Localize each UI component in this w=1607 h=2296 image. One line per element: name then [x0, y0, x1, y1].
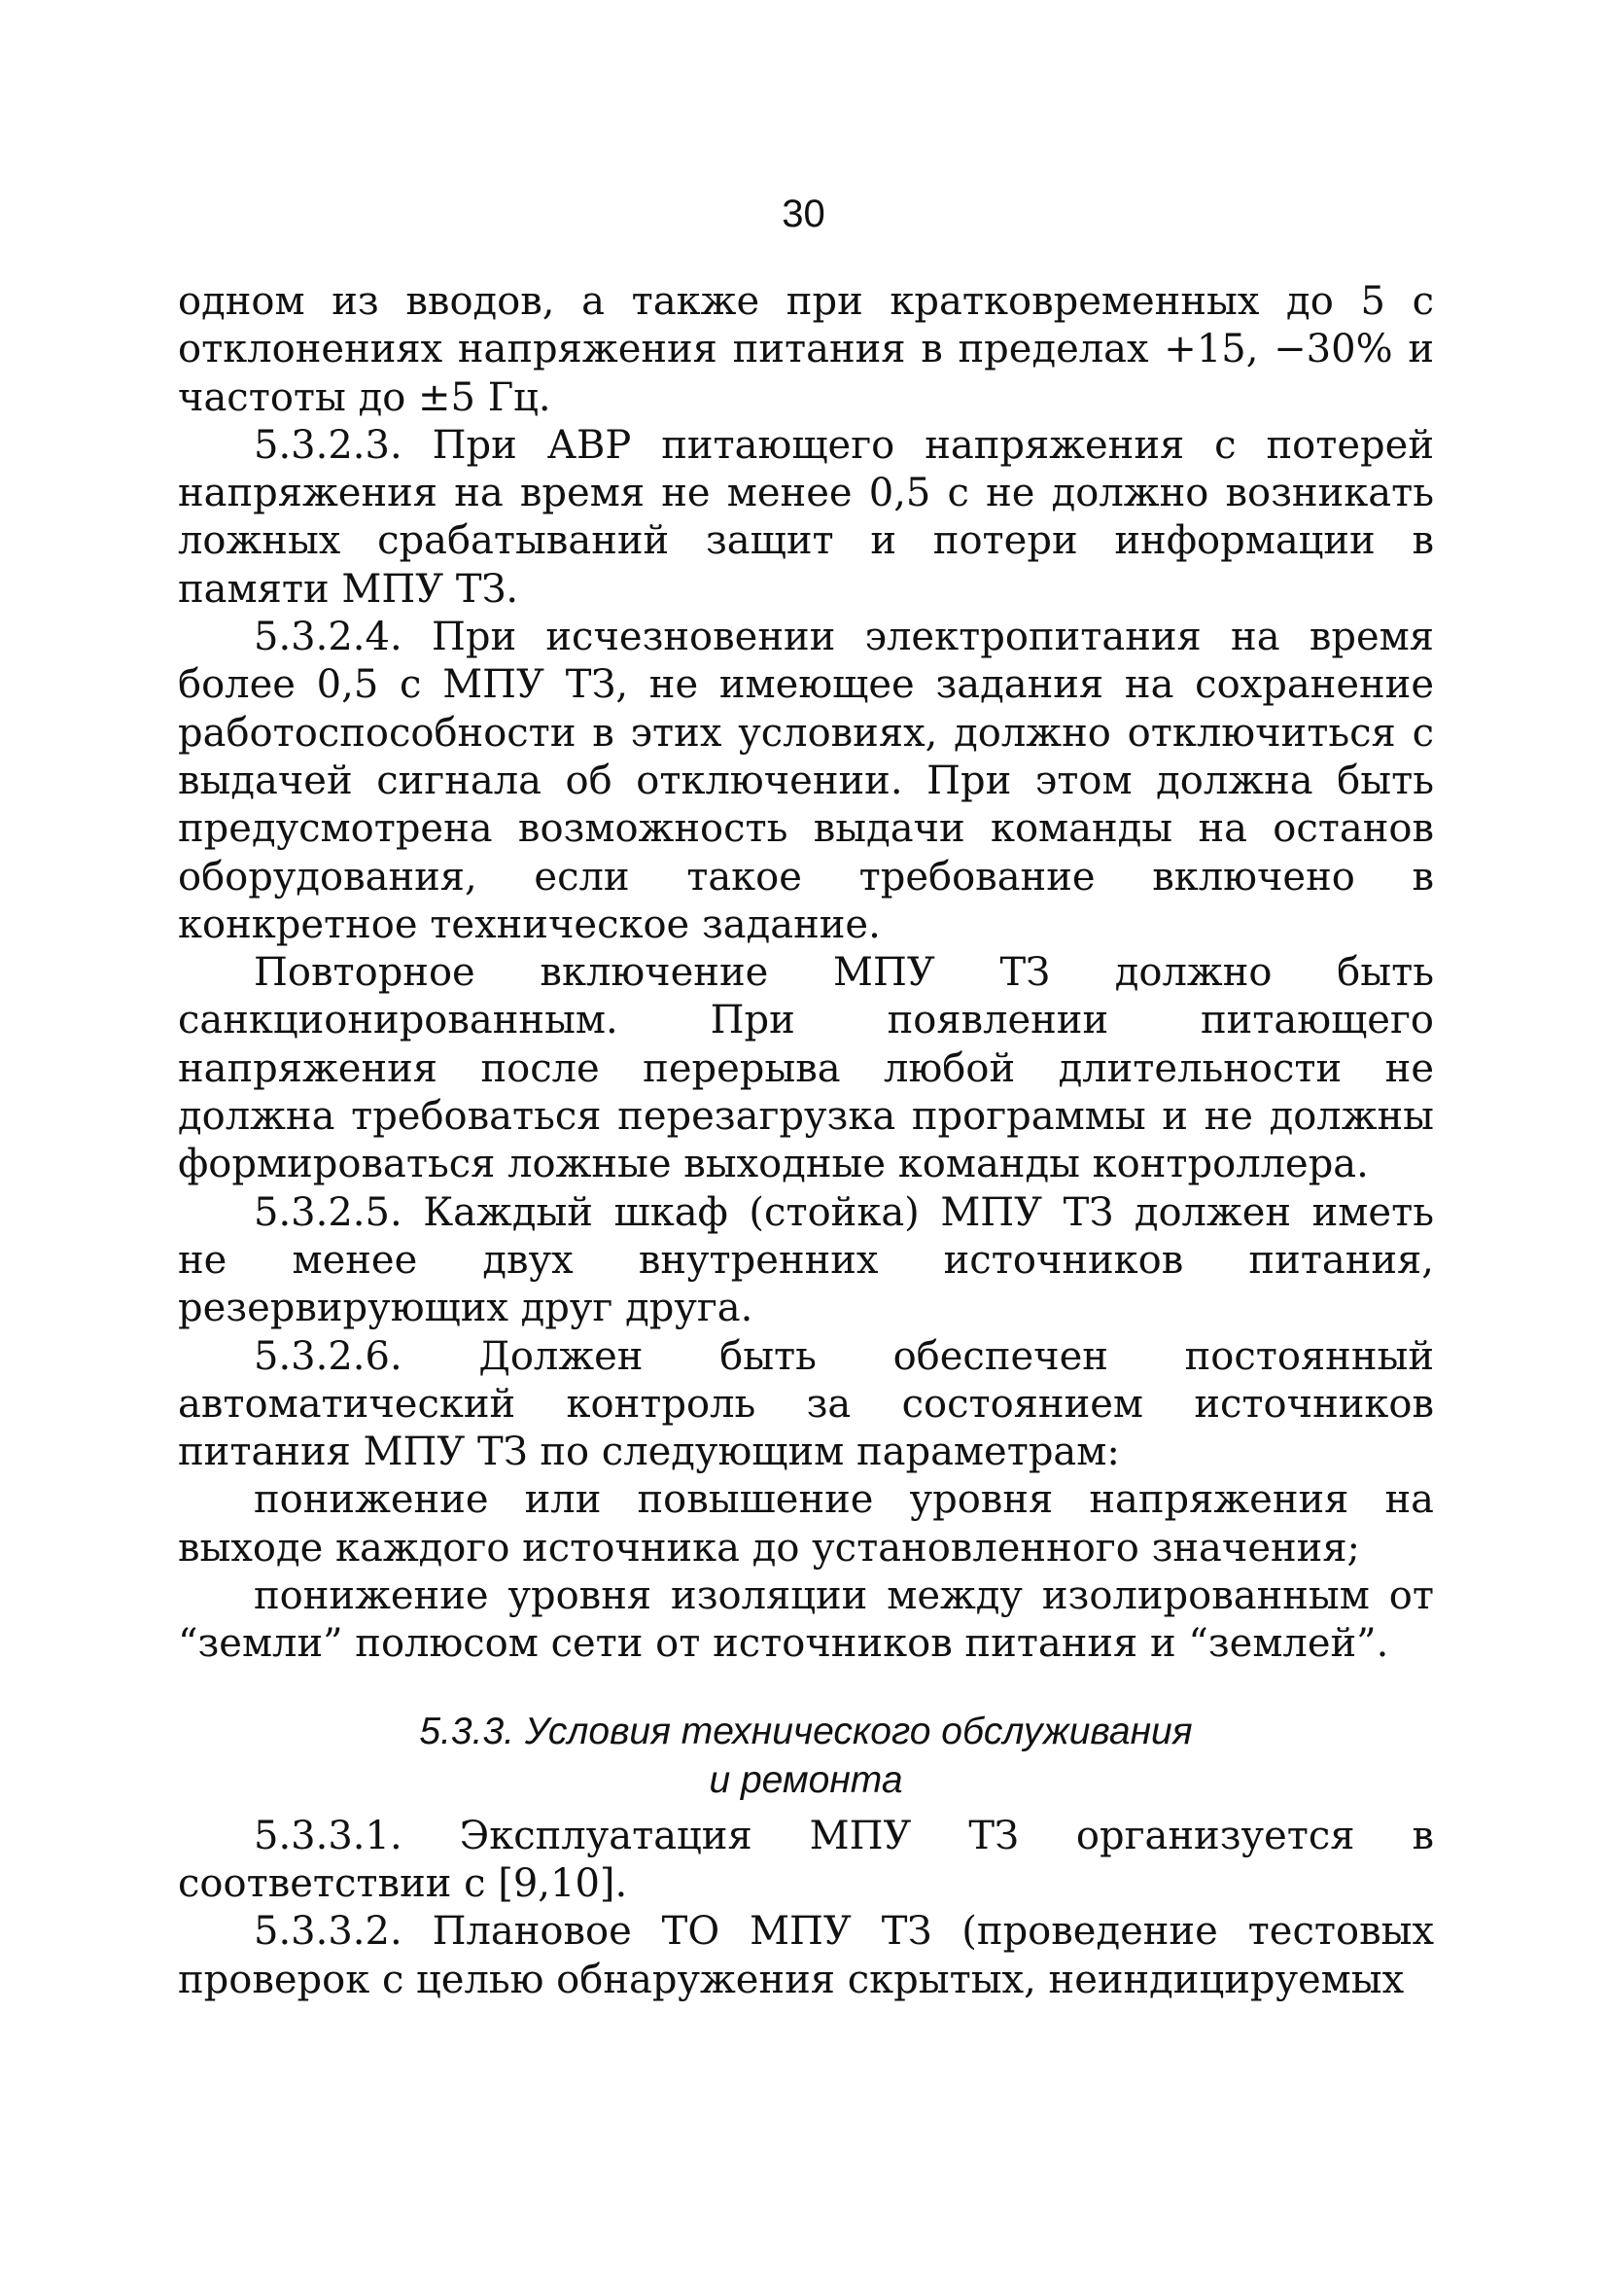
paragraph-repeat-power-on: Повторное включение МПУ ТЗ должно быть санкционированным. При появлении питающего напряжения после перерыва любой длительности не должна требоваться перезагрузка программы и не должны формироваться ложные выходные команды контроллера. [178, 950, 1434, 1187]
page-body [178, 278, 1434, 2004]
paragraph-continuation: одном из вводов, а также при кратковременных до 5 с отклонениях напряжения питания в пределах +15, −30% и частоты до ±5 Гц. [178, 279, 1434, 420]
paragraph-5-3-2-6: 5.3.2.6. Должен быть обеспечен постоянный автоматический контроль за состоянием источников питания МПУ ТЗ по следующим параметрам: [178, 1333, 1434, 1475]
list-item-insulation-level: понижение уровня изоляции между изолированным от “земли” полюсом сети от источников питания и “землей”. [178, 1573, 1434, 1667]
section-heading-line-1: 5.3.3. Условия технического обслуживания [419, 1710, 1193, 1752]
section-heading-line-2: и ремонта [709, 1758, 903, 1801]
paragraph-5-3-3-2: 5.3.3.2. Плановое ТО МПУ ТЗ (проведение тестовых проверок с целью обнаружения скрытых, неиндицируемых [178, 1909, 1434, 2002]
paragraph-5-3-2-5: 5.3.2.5. Каждый шкаф (стойка) МПУ ТЗ должен иметь не менее двух внутренних источников питания, резервирующих друг друга. [178, 1189, 1434, 1331]
section-heading-5-3-3 [178, 1708, 1434, 1805]
paragraph-5-3-3-1: 5.3.3.1. Эксплуатация МПУ ТЗ организуется в соответствии с [9,10]. [178, 1813, 1434, 1906]
list-item-voltage-level: понижение или повышение уровня напряжения на выходе каждого источника до установленного значения; [178, 1477, 1434, 1571]
page-number: 30 [782, 193, 825, 235]
paragraph-5-3-2-4: 5.3.2.4. При исчезновении электропитания на время более 0,5 с МПУ ТЗ, не имеющее задания на сохранение работоспособности в этих условиях, должно отключиться с выдачей сигнала об отключении. При этом должна быть предусмотрена возможность выдачи команды на останов оборудования, если такое требование включено в конкретное техническое задание. [178, 615, 1434, 947]
paragraph-5-3-2-3: 5.3.2.3. При АВР питающего напряжения с потерей напряжения на время не менее 0,5 с не должно возникать ложных срабатываний защит и потери информации в памяти МПУ ТЗ. [178, 422, 1434, 612]
